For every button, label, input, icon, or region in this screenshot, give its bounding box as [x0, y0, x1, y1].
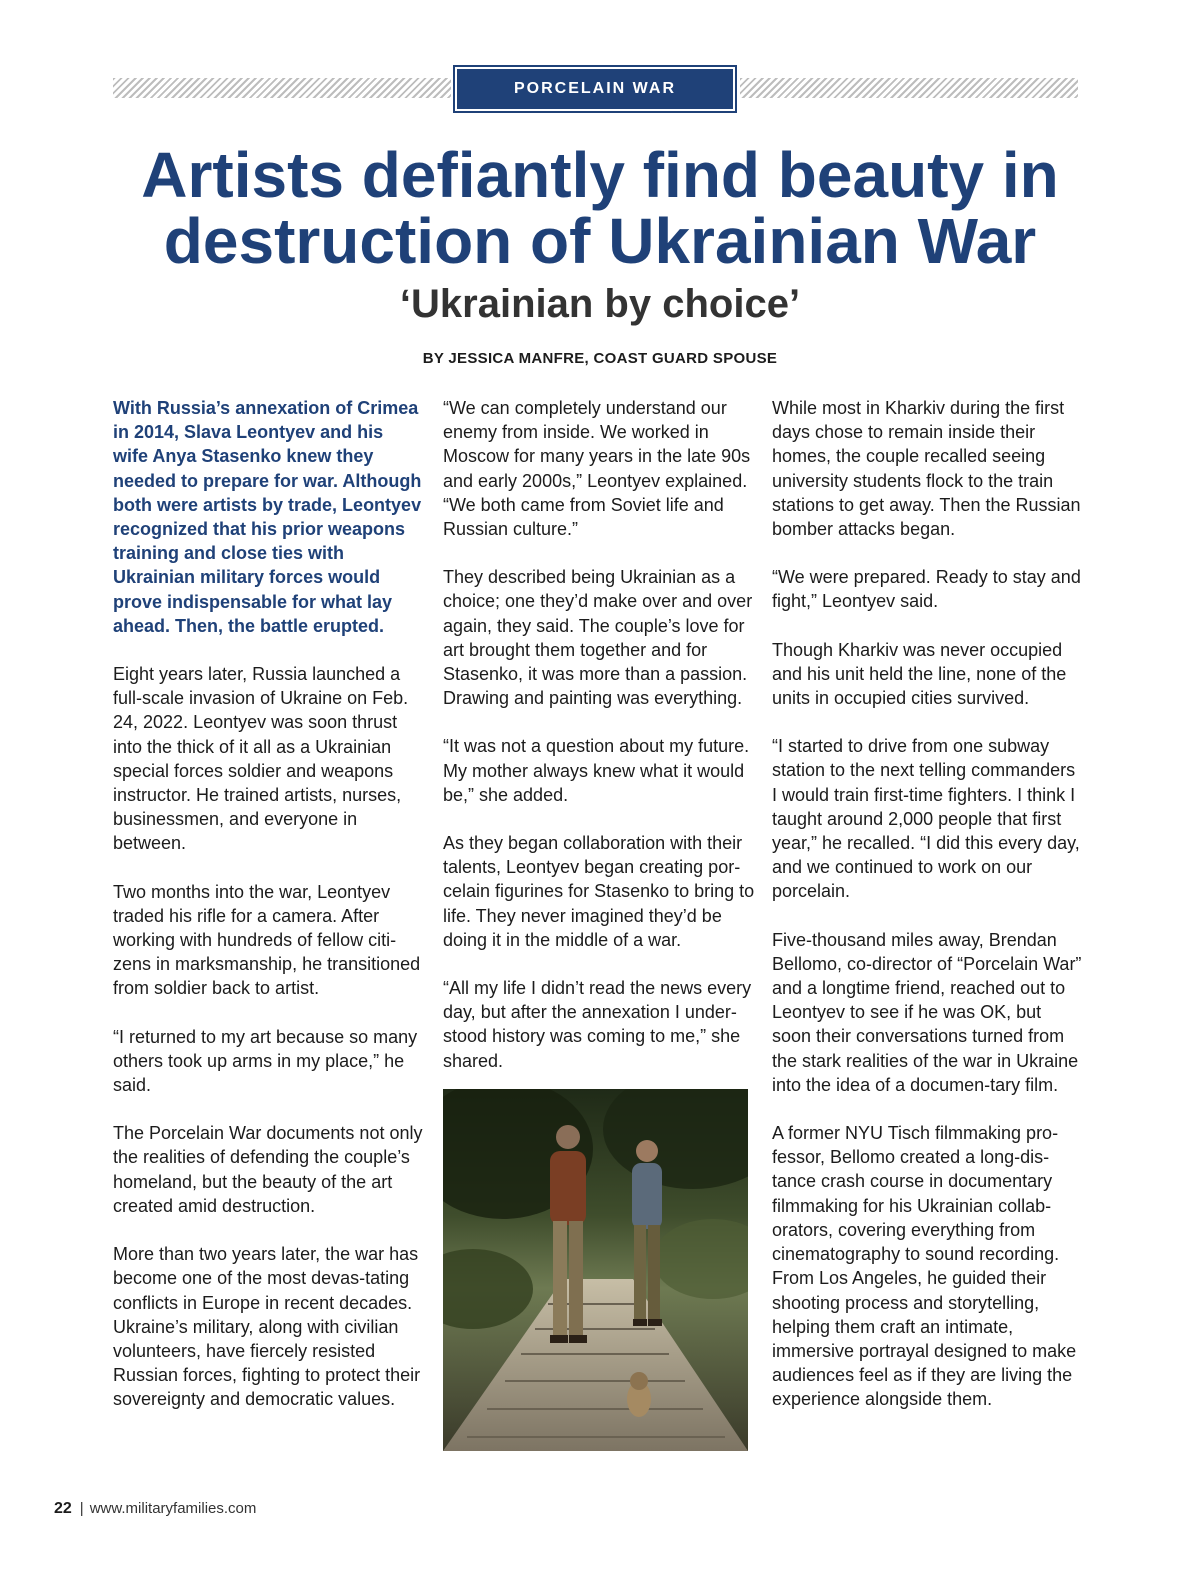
article-paragraph: Though Kharkiv was never occupied and his unit held the line, none of the units in occupied cities survived. — [772, 639, 1067, 709]
lede-paragraph: With Russia’s annexation of Crimea in 2014, Slava Leontyev and his wife Anya Stasenko knew they needed to prepare for war. Although both were artists by trade, Leontyev recognized that his prior weapons training and close ties with Ukrainian military forces would prove indispensable for what lay ahead. Then, the battle erupted. — [113, 398, 422, 636]
article-paragraph: Two months into the war, Leontyev traded his rifle for a camera. After working with hundreds of fellow citi-zens in marksmanship, he transitioned from soldier back to artist. — [113, 881, 421, 999]
article-paragraph: They described being Ukrainian as a choice; one they’d make over and over again, they said. The couple’s love for art brought them together and for Stasenko, it was more than a passion. Drawing and painting was everything. — [443, 567, 753, 709]
website-url: www.militaryfamilies.com — [89, 1500, 257, 1517]
footer-separator: | — [79, 1500, 84, 1517]
article-paragraph: “I returned to my art because so many others took up arms in my place,” he said. — [113, 1026, 418, 1096]
article-paragraph: “It was not a question about my future. My mother always knew what it would be,” she added. — [443, 736, 750, 805]
article-paragraph: More than two years later, the war has become one of the most devas-tating conflicts in Europe in recent decades. Ukraine’s military, along with civilian volunteers, have fiercely resisted Russian forces, fighting to protect their sovereignty and democratic values. — [113, 1244, 421, 1410]
couple-walking-on-bridge-photo — [443, 1089, 748, 1451]
article-paragraph: While most in Kharkiv during the first days chose to remain inside their homes, the couple recalled seeing university students flock to the train stations to get away. Then the Russian bomber attacks began. — [772, 398, 1081, 540]
page-footer — [54, 1500, 256, 1518]
article-paragraph: “I started to drive from one subway station to the next telling commanders I would train first-time fighters. I think I taught around 2,000 people that first year,” he recalled. “I did this every day, and we continued to work on our porcelain. — [772, 736, 1080, 902]
decorative-stripe-left — [113, 78, 451, 98]
article-paragraph: As they began collaboration with their talents, Leontyev began creating por-celain figurines for Stasenko to bring to life. They never imagined they’d be doing it in the middle of a war. — [443, 833, 755, 950]
article-column-1 — [113, 396, 423, 1436]
article-paragraph: “We were prepared. Ready to stay and fight,” Leontyev said. — [772, 567, 1081, 612]
article-paragraph: The Porcelain War documents not only the realities of defending the couple’s homeland, but the beauty of the art created amid destruction. — [113, 1123, 423, 1216]
article-paragraph: Eight years later, Russia launched a full-scale invasion of Ukraine on Feb. 24, 2022. Leontyev was soon thrust into the thick of it all as a Ukrainian special forces soldier and weapons instructor. He trained artists, nurses, businessmen, and everyone in between. — [113, 664, 409, 854]
article-paragraph: Five-thousand miles away, Brendan Bellomo, co-director of “Porcelain War” and a longtime friend, reached out to Leontyev to see if he was OK, but soon their conversations turned from the stark realities of the war in Ukraine into the idea of a documen-tary film. — [772, 929, 1082, 1095]
article-column-3 — [772, 396, 1084, 1436]
decorative-stripe-right — [740, 78, 1078, 98]
subheadline: ‘Ukrainian by choice’ — [399, 282, 801, 326]
page-number: 22 — [54, 1500, 72, 1517]
section-kicker: PORCELAIN WAR — [453, 65, 737, 113]
headline: Artists defiantly find beauty in destruction of Ukrainian War — [141, 139, 1059, 277]
article-paragraph: “We can completely understand our enemy from inside. We worked in Moscow for many years in the late 90s and early 2000s,” Leontyev explained. “We both came from Soviet life and Russian culture.” — [443, 398, 751, 540]
article-paragraph: “All my life I didn’t read the news every day, but after the annexation I under-stood history was coming to me,” she shared. — [443, 978, 752, 1071]
byline: BY JESSICA MANFRE, COAST GUARD SPOUSE — [422, 350, 778, 367]
article-column-2 — [443, 396, 755, 1097]
article-paragraph: A former NYU Tisch filmmaking pro-fessor, Bellomo created a long-dis-tance crash course in documentary filmmaking for his Ukrainian collab-orators, covering everything from cinematography to sound recording. From Los Angeles, he guided their shooting process and storytelling, helping them craft an intimate, immersive portrayal designed to make audiences feel as if they are living the experience alongside them. — [772, 1123, 1077, 1410]
